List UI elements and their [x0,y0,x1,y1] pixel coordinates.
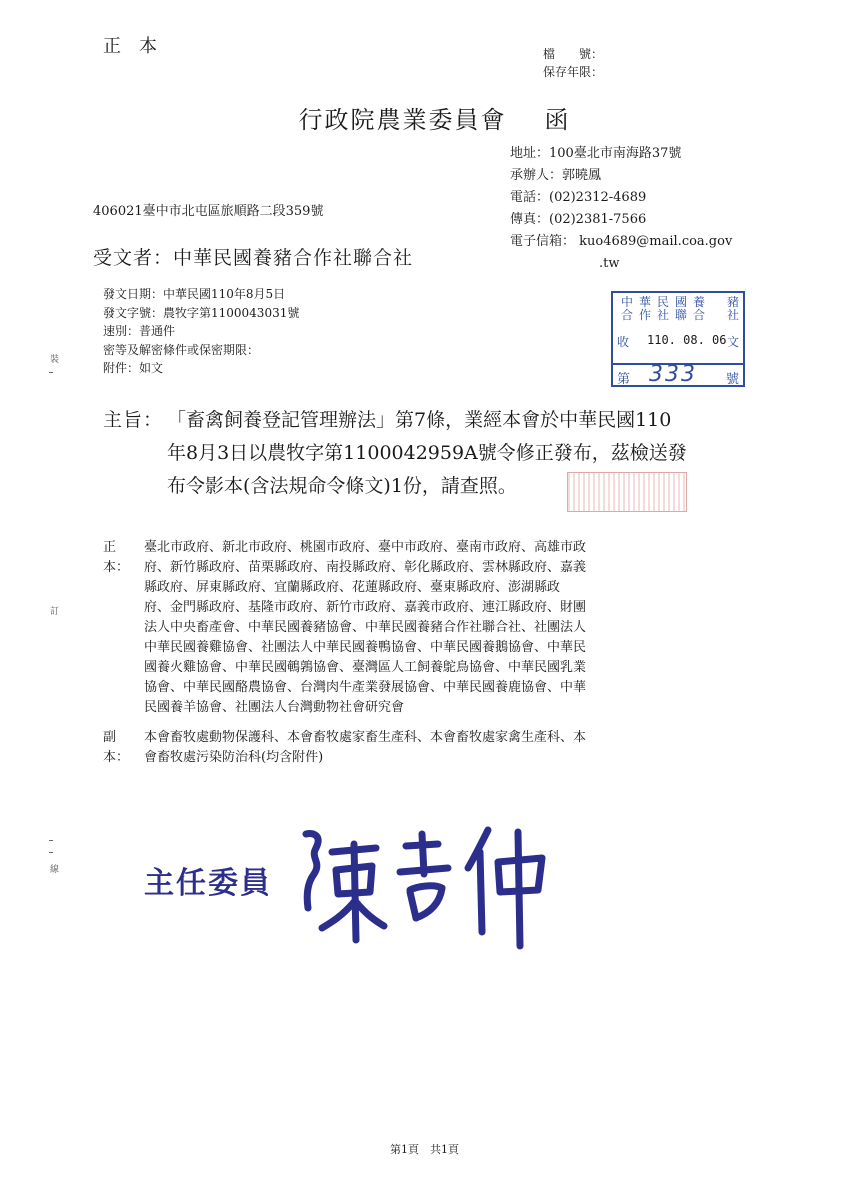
binding-mark-bottom: 線 [50,865,60,875]
stamp-org-top: 中華民國養 [621,295,712,309]
distribution-label: 正本： [103,540,130,575]
stamp-number-row [613,363,743,387]
receipt-stamp [611,291,745,387]
distribution-line: 中華民國養雞協會、社團法人中華民國養鴨協會、中華民國養鵝協會、中華民 [144,640,587,655]
distribution-line: 協會、中華民國酪農協會、台灣肉牛產業發展協會、中華民國養鹿協會、中華 [144,680,587,695]
signer-title: 主任委員 [144,866,272,901]
stamp-number-prefix: 第 [617,372,631,387]
sender-address: 地址：100臺北市南海路37號 [510,146,682,161]
distribution-line: 縣政府、屏東縣政府、宜蘭縣政府、花蓮縣政府、臺東縣政府、澎湖縣政 [144,580,561,595]
binding-tick [49,852,53,853]
sender-contact: 承辦人：郭曉鳳 [510,168,602,183]
document-meta [103,285,299,378]
distribution-line: 臺北市政府、新北市政府、桃園市政府、臺中市政府、臺南市政府、高雄市政 [144,540,587,555]
subject-line: 「畜禽飼養登記管理辦法」第7條，業經本會於中華民國110 [167,409,672,431]
retention-label: 保存年限： [543,65,604,79]
handwritten-signature [292,822,552,952]
copies-label: 副本： [103,730,130,765]
copies-line: 會畜牧處污染防治科(均含附件) [144,750,324,765]
agency-name: 行政院農業委員會 [298,106,507,134]
subject-line: 年8月3日以農牧字第1100042959A號令修正發布，茲檢送發 [167,442,687,464]
copy-type-label: 正本 [103,36,175,57]
binding-tick [49,372,53,373]
sender-fax: 傳真：(02)2381-7566 [510,212,647,227]
stamp-org-bottom: 合作社聯合 [621,308,712,322]
sender-email: 電子信箱： kuo4689@mail.coa.gov [510,234,733,249]
stamp-number: 333 [649,362,697,387]
stamp-org-right: 豬社 [727,295,740,322]
stamp-wen-char: 文 [726,335,739,349]
distribution-line: 國養火雞協會、中華民國鵪鶉協會、臺灣區人工飼養鴕鳥協會、中華民國乳業 [144,660,587,675]
page-number: 第1頁 共1頁 [390,1143,459,1156]
sender-info [510,143,732,275]
sender-email-continued: .tw [599,256,620,271]
stamp-date: 110. 08. 06 [647,333,727,347]
binding-mark-top: 裝 [50,355,60,365]
document-number: 發文字號：農牧字第1100043031號 [103,305,300,320]
distribution-line: 府、金門縣政府、基隆市政府、新竹市政府、嘉義市政府、連江縣政府、財團 [144,600,587,615]
copies-line: 本會畜牧處動物保護科、本會畜牧處家畜生產科、本會畜牧處家禽生產科、本 [144,730,587,745]
recipient-name: 受文者：中華民國養豬合作社聯合社 [93,247,414,269]
stamp-org-name [621,296,721,322]
secrecy-level: 密等及解密條件或保密期限： [103,342,260,357]
attachment-note: 附件：如文 [103,361,164,375]
subject-line: 布令影本(含法規命令條文)1份，請查照。 [167,475,517,497]
stamp-number-suffix: 號 [725,372,739,387]
binding-mark-middle: 訂 [50,607,60,617]
delivery-speed: 速別：普通件 [103,324,176,338]
recipient-address: 406021臺中市北屯區旅順路二段359號 [93,204,324,219]
distribution-line: 府、新竹縣政府、苗栗縣政府、南投縣政府、彰化縣政府、雲林縣政府、嘉義 [144,560,587,575]
binding-tick [49,840,53,841]
official-seal [567,472,687,512]
issue-date: 發文日期：中華民國110年8月5日 [103,287,286,301]
sender-phone: 電話：(02)2312-4689 [510,190,647,205]
file-number-block [543,45,603,81]
document-title [0,100,849,135]
subject-label: 主旨： [103,409,164,431]
file-number-label: 檔 號： [543,47,604,61]
stamp-receive-char: 收 [617,335,630,349]
distribution-line: 法人中央畜產會、中華民國養豬協會、中華民國養豬合作社聯合社、社團法人 [144,620,587,635]
document-type: 函 [544,106,571,134]
distribution-line: 民國養羊協會、社團法人台灣動物社會研究會 [144,700,405,715]
